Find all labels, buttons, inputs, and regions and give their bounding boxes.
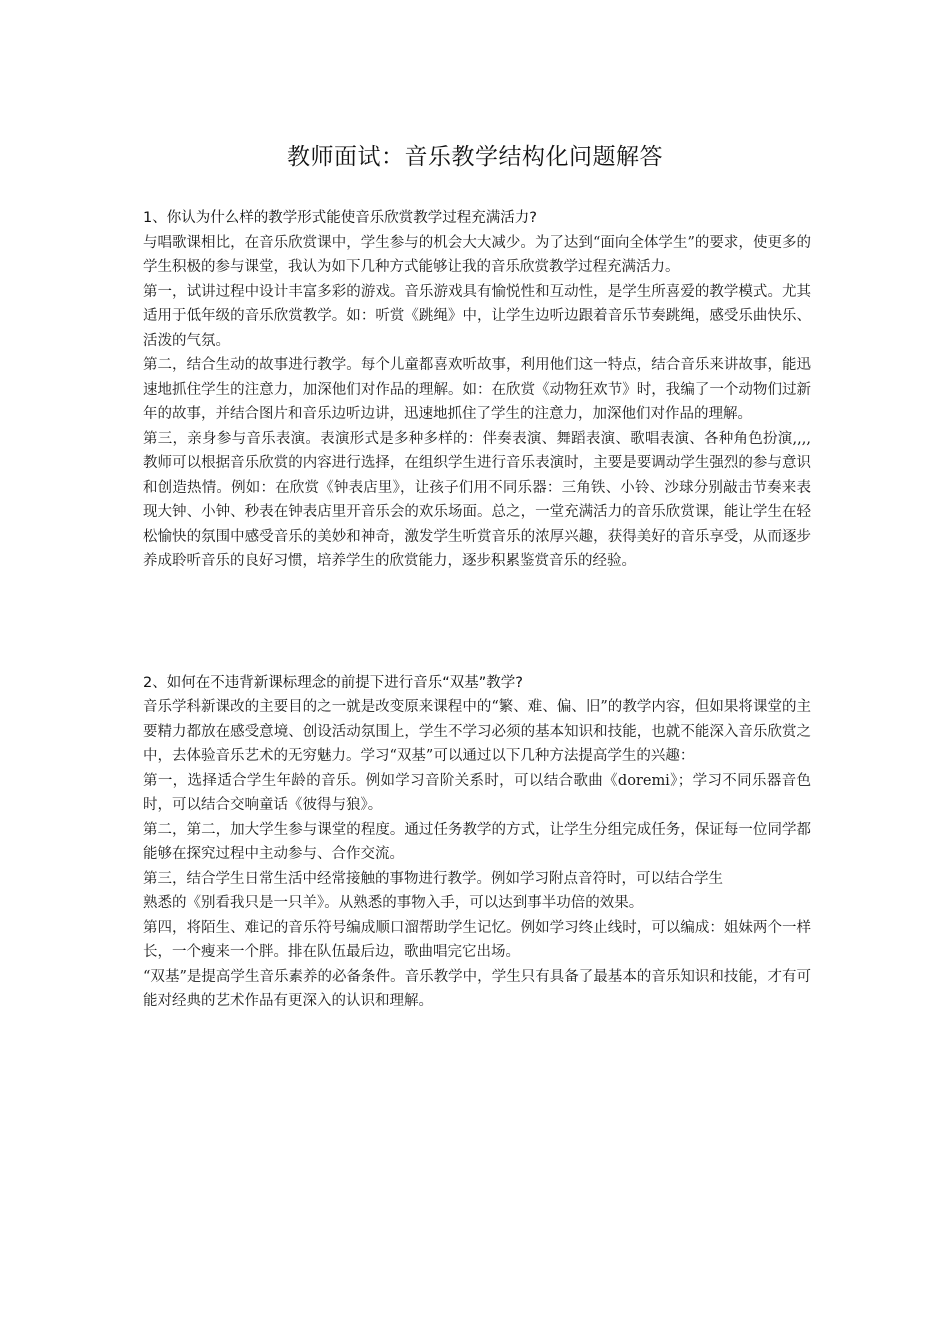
paragraph: 第四，将陌生、难记的音乐符号编成顺口溜帮助学生记忆。例如学习终止线时，可以编成：姐妹两个一样长，一个瘦来一个胖。排在队伍最后边，歌曲唱完它出场。 [143, 919, 811, 960]
question-heading: 1、你认为什么样的教学形式能使音乐欣赏教学过程充满活力? [143, 210, 537, 226]
paragraph: 熟悉的《别看我只是一只羊》。从熟悉的事物入手，可以达到事半功倍的效果。 [143, 895, 644, 911]
paragraph: 第一，试讲过程中设计丰富多彩的游戏。音乐游戏具有愉悦性和互动性，是学生所喜爱的教学模式。尤其适用于低年级的音乐欣赏教学。如：听赏《跳绳》中，让学生边听边跟着音乐节奏跳绳，感受乐曲快乐、活泼的气氛。 [143, 283, 811, 349]
question-heading: 2、如何在不违背新课标理念的前提下进行音乐“双基”教学? [143, 674, 523, 691]
paragraph: 与唱歌课相比，在音乐欣赏课中，学生参与的机会大大减少。为了达到“面向全体学生”的要求，使更多的学生积极的参与课堂，我认为如下几种方式能够让我的音乐欣赏教学过程充满活力。 [143, 234, 811, 275]
paragraph: 第三，结合学生日常生活中经常接触的事物进行教学。例如学习附点音符时，可以结合学生 [143, 870, 723, 887]
paragraph: 第二，结合生动的故事进行教学。每个儿童都喜欢听故事，利用他们这一特点，结合音乐来讲故事，能迅速地抓住学生的注意力，加深他们对作品的理解。如：在欣赏《动物狂欢节》时，我编了一个动物们过新年的故事，并结合图片和音乐边听边讲，迅速地抓住了学生的注意力，加深他们对作品的理解。 [143, 357, 811, 422]
paragraph: 第三，亲身参与音乐表演。表演形式是多种多样的：伴奏表演、舞蹈表演、歌唱表演、各种角色扮演,,,,教师可以根据音乐欣赏的内容进行选择，在组织学生进行音乐表演时，主要是要调动学生强烈的参与意识和创造热情。例如：在欣赏《钟表店里》，让孩子们用不同乐器：三角铁、小铃、沙球分别敲击节奏来表现大钟、小钟、秒表在钟表店里开音乐会的欢乐场面。总之，一堂充满活力的音乐欣赏课，能让学生在轻松愉快的氛围中感受音乐的美妙和神奇，激发学生听赏音乐的浓厚兴趣，获得美好的音乐享受，从而逐步养成聆听音乐的良好习惯，培养学生的欣赏能力，逐步积累鉴赏音乐的经验。 [143, 430, 811, 569]
paragraph: 第一，选择适合学生年龄的音乐。例如学习音阶关系时，可以结合歌曲《doremi》；学习不同乐器音色时，可以结合交响童话《彼得与狼》。 [143, 772, 811, 813]
paragraph: 第二，第二，加大学生参与课堂的程度。通过任务教学的方式，让学生分组完成任务，保证每一位同学都能够在探究过程中主动参与、合作交流。 [143, 821, 811, 862]
document-body [143, 206, 811, 1014]
page-title: 教师面试：音乐教学结构化问题解答 [287, 144, 663, 170]
paragraph: 音乐学科新课改的主要目的之一就是改变原来课程中的“繁、难、偏、旧”的教学内容，但如果将课堂的主要精力都放在感受意境、创设活动氛围上，学生不学习必须的基本知识和技能，也就不能深入音乐欣赏之中，去体验音乐艺术的无穷魅力。学习“双基”可以通过以下几种方法提高学生的兴趣： [143, 699, 811, 764]
paragraph: “双基”是提高学生音乐素养的必备条件。音乐教学中，学生只有具备了最基本的音乐知识和技能，才有可能对经典的艺术作品有更深入的认识和理解。 [143, 968, 811, 1009]
section-spacer [143, 574, 811, 671]
section-1 [143, 206, 811, 574]
section-2 [143, 671, 811, 1014]
